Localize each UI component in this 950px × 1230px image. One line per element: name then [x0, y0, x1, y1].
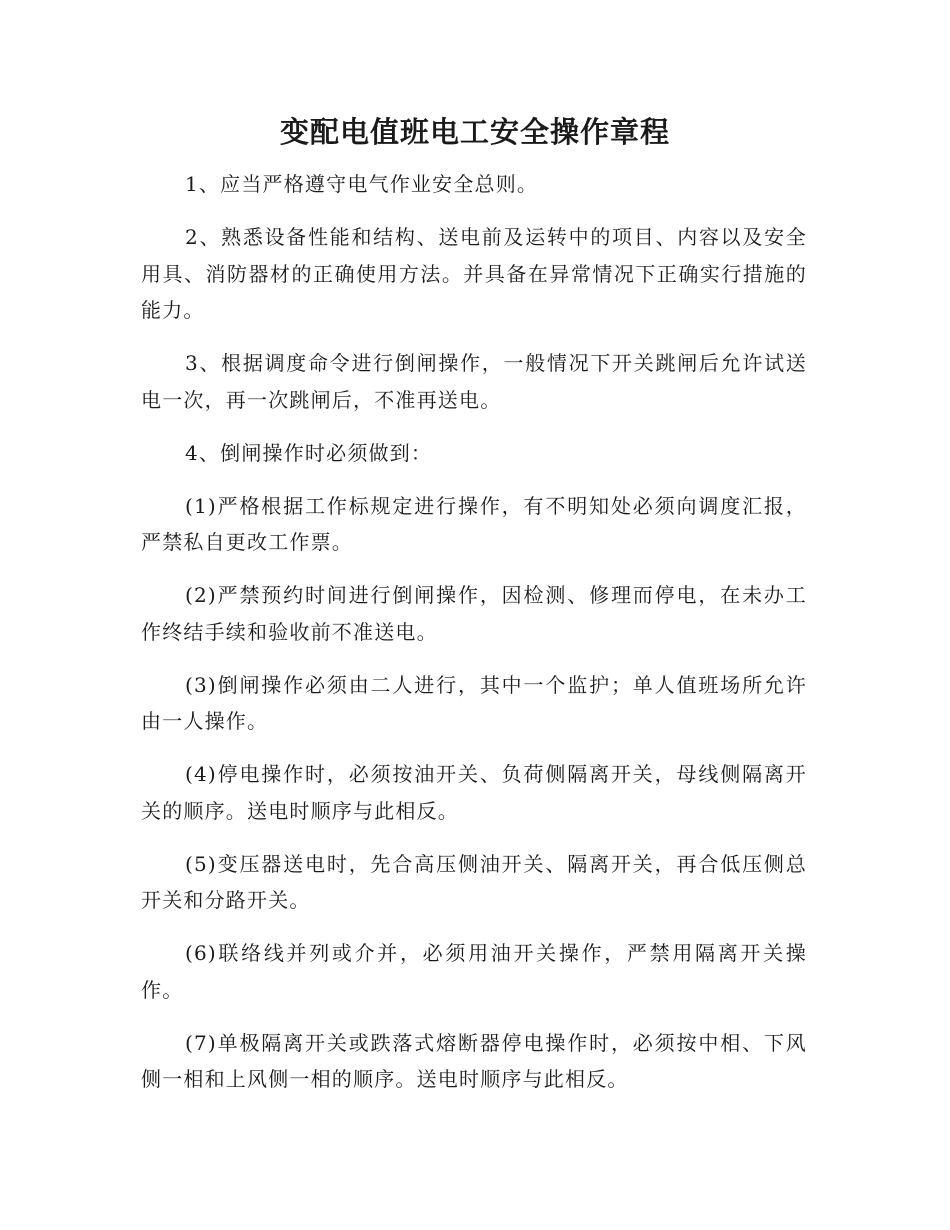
document-title: 变配电值班电工安全操作章程	[279, 115, 670, 149]
paragraph-4-4: (4)停电操作时，必须按油开关、负荷侧隔离开关，母线侧隔离开关的顺序。送电时顺序与此相反。	[141, 762, 807, 823]
paragraph-3: 3、根据调度命令进行倒闸操作，一般情况下开关跳闸后允许试送电一次，再一次跳闸后，不准再送电。	[141, 351, 807, 412]
paragraph-4-1: (1)严格根据工作标规定进行操作，有不明知处必须向调度汇报，严禁私自更改工作票。	[141, 493, 807, 554]
document-body	[141, 166, 807, 1114]
paragraph-1: 1、应当严格遵守电气作业安全总则。	[185, 172, 539, 196]
paragraph-4-2: (2)严禁预约时间进行倒闸操作，因检测、修理而停电，在未办工作终结手续和验收前不准送电。	[141, 583, 807, 644]
paragraph-4-7: (7)单极隔离开关或跌落式熔断器停电操作时，必须按中相、下风侧一相和上风侧一相的顺序。送电时顺序与此相反。	[141, 1030, 807, 1091]
paragraph-4-3: (3)倒闸操作必须由二人进行，其中一个监护；单人值班场所允许由一人操作。	[141, 672, 807, 733]
paragraph-4-6: (6)联络线并列或介并，必须用油开关操作，严禁用隔离开关操作。	[141, 941, 807, 1002]
paragraph-4: 4、倒闸操作时必须做到：	[185, 440, 433, 465]
paragraph-4-5: (5)变压器送电时，先合高压侧油开关、隔离开关，再合低压侧总开关和分路开关。	[141, 851, 807, 912]
paragraph-2: 2、熟悉设备性能和结构、送电前及运转中的项目、内容以及安全用具、消防器材的正确使用方法。并具备在异常情况下正确实行措施的能力。	[141, 225, 807, 322]
